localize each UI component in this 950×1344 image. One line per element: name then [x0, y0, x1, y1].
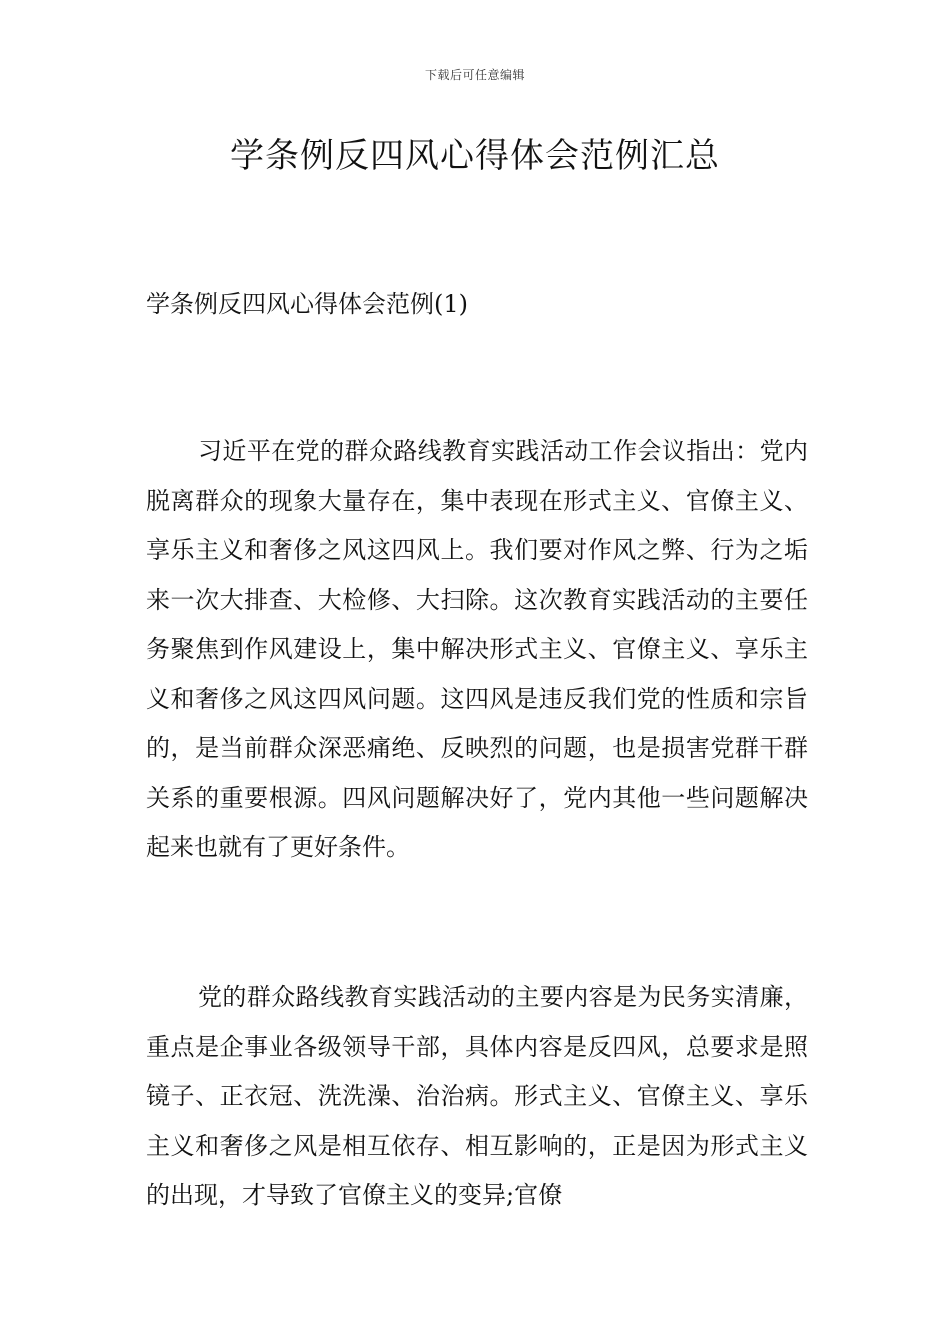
body-paragraph: 党的群众路线教育实践活动的主要内容是为民务实清廉，重点是企事业各级领导干部，具体内容是反四风，总要求是照镜子、正衣冠、洗洗澡、治治病。形式主义、官僚主义、享乐主义和奢侈之风是相互依存、相互影响的，正是因为形式主义的出现，才导致了官僚主义的变异;官僚: [146, 983, 808, 1209]
body-paragraph: 习近平在党的群众路线教育实践活动工作会议指出：党内脱离群众的现象大量存在，集中表现在形式主义、官僚主义、享乐主义和奢侈之风这四风上。我们要对作风之弊、行为之垢来一次大排查、大检修、大扫除。这次教育实践活动的主要任务聚焦到作风建设上，集中解决形式主义、官僚主义、享乐主义和奢侈之风这四风问题。这四风是违反我们党的性质和宗旨的，是当前群众深恶痛绝、反映烈的问题，也是损害党群干群关系的重要根源。四风问题解决好了，党内其他一些问题解决起来也就有了更好条件。: [146, 437, 808, 861]
header-note: 下载后可任意编辑: [424, 68, 525, 82]
document-title: 学条例反四风心得体会范例汇总: [230, 136, 720, 176]
section-heading: 学条例反四风心得体会范例(1): [146, 290, 468, 318]
